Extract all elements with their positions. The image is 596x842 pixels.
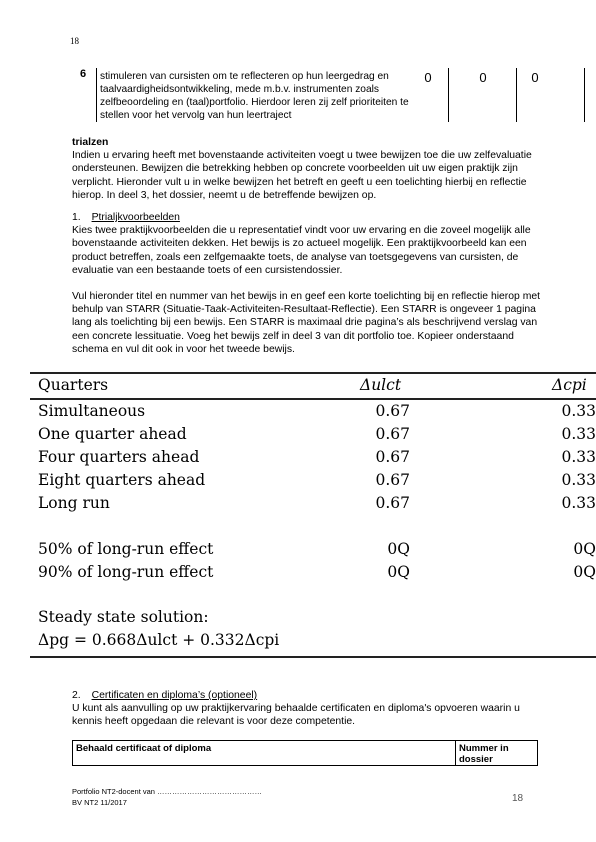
footer-page-number: 18 <box>512 793 524 804</box>
table-header-rule <box>30 398 596 400</box>
footer <box>72 786 262 808</box>
table-top-rule <box>30 372 596 374</box>
section-2-title: Certificaten en diploma’s (optioneel) <box>91 690 258 701</box>
section-2-body: U kunt als aanvulling op uw praktijkervaring behaalde certificaten en diploma's opvoeren waarin u kennis heeft opgedaan die relevant is voor deze competentie. <box>72 703 520 728</box>
activity-table-row <box>70 68 555 122</box>
section-2-number: 2. <box>72 690 81 701</box>
cert-col-header-2: Nummer in dossier <box>459 743 509 765</box>
section-1 <box>72 211 542 356</box>
math-row-value2: 0.33 <box>561 448 596 466</box>
math-effect-label: 90% of long-run effect <box>38 563 214 581</box>
section-trialzen-title: trialzen <box>72 137 109 148</box>
section-2-heading <box>72 689 542 702</box>
section-1-title: Ptrialjkvoorbeelden <box>91 212 180 223</box>
steady-state-title: Steady state solution: <box>38 608 209 626</box>
footer-line-2: BV NT2 11/2017 <box>72 798 127 807</box>
math-row-value2: 0.33 <box>561 402 596 420</box>
column-divider <box>448 68 449 122</box>
section-trialzen <box>72 136 542 202</box>
math-effect-value1: 0Q <box>387 540 410 558</box>
math-row-value2: 0.33 <box>561 494 596 512</box>
math-header-col2: Δcpi <box>552 376 587 394</box>
score-cell-2: 0 <box>479 70 487 85</box>
math-row-label: Eight quarters ahead <box>38 471 206 489</box>
column-divider <box>96 68 97 122</box>
math-effect-value2: 0Q <box>573 563 596 581</box>
math-row-label: One quarter ahead <box>38 425 187 443</box>
cert-col-header-1: Behaald certificaat of diploma <box>76 743 212 754</box>
column-divider <box>455 741 456 765</box>
certificate-table <box>72 740 538 766</box>
column-divider <box>584 68 585 122</box>
activity-description: stimuleren van cursisten om te reflecteren op hun leergedrag en taalvaardigheidsontwikkeling, mede m.b.v. instrumenten zoals zelfbeoordeling en (taal)portfolio. Hierdoor leren zij zelf prioriteiten te stellen voor het vervolg van hun leertraject <box>100 71 409 121</box>
activity-number: 6 <box>79 68 87 80</box>
footer-line-1: Portfolio NT2-docent van …………………………………… <box>72 787 263 796</box>
math-row-label: Four quarters ahead <box>38 448 200 466</box>
math-effect-value1: 0Q <box>387 563 410 581</box>
math-header-col1: Δulct <box>360 376 402 394</box>
steady-state-equation: Δpg = 0.668Δulct + 0.332Δcpi <box>38 631 280 649</box>
math-row-value1: 0.67 <box>375 448 410 466</box>
math-effect-label: 50% of long-run effect <box>38 540 214 558</box>
math-row-value1: 0.67 <box>375 402 410 420</box>
math-effect-value2: 0Q <box>573 540 596 558</box>
column-divider <box>516 68 517 122</box>
score-cell-1: 0 <box>424 70 432 85</box>
section-1-heading <box>72 211 542 224</box>
section-1-body-1: Kies twee praktijkvoorbeelden die u representatief vindt voor uw ervaring en die zoveel mogelijk alle bovenstaande activiteiten dekken. Het bewijs is zo actueel mogelijk. Een praktijkvoorbeeld kan een product betreffen, zoals een zelfgemaakte toets, de analyse van toetsgegevens van cursisten, de evaluatie van een bestaande toets of een cursistendossier. <box>72 225 531 276</box>
math-results-table <box>30 370 596 660</box>
math-row-label: Simultaneous <box>38 402 146 420</box>
section-1-body-2: Vul hieronder titel en nummer van het bewijs in en geef een korte toelichting bij en reflectie hierop met behulp van STARR (Situatie-Taak-Activiteiten-Resultaat-Reflectie). Een STARR is ongeveer 1 pagina lang als toelichting bij een bewijs. Een STARR is maximaal drie pagina’s als beschrijvend verslag van een concrete lessituatie. Voeg het bewijs zelf in deel 3 van dit portfolio toe. Kopieer onderstaand schema en vul dit ook in voor het tweede bewijs. <box>72 291 541 355</box>
math-row-label: Long run <box>38 494 110 512</box>
section-2 <box>72 689 542 729</box>
math-row-value1: 0.67 <box>375 471 410 489</box>
section-1-number: 1. <box>72 212 81 223</box>
math-row-value1: 0.67 <box>375 494 410 512</box>
math-row-value2: 0.33 <box>561 425 596 443</box>
math-header-label: Quarters <box>38 376 109 394</box>
header-page-number: 18 <box>70 36 79 46</box>
math-row-value1: 0.67 <box>375 425 410 443</box>
table-bottom-rule <box>30 656 596 658</box>
math-row-value2: 0.33 <box>561 471 596 489</box>
score-cell-3: 0 <box>531 70 539 85</box>
section-trialzen-body: Indien u ervaring heeft met bovenstaande activiteiten voegt u twee bewijzen toe die uw zelfevaluatie ondersteunen. Bewijzen die betrekking hebben op concrete voorbeelden uit uw eigen praktijk zijn verplicht. Hieronder vult u in welke bewijzen het betreft en geeft u een toelichting hierbij en reflectie hierop. In deel 3, het dossier, neemt u de betreffende bewijzen op. <box>72 150 532 201</box>
